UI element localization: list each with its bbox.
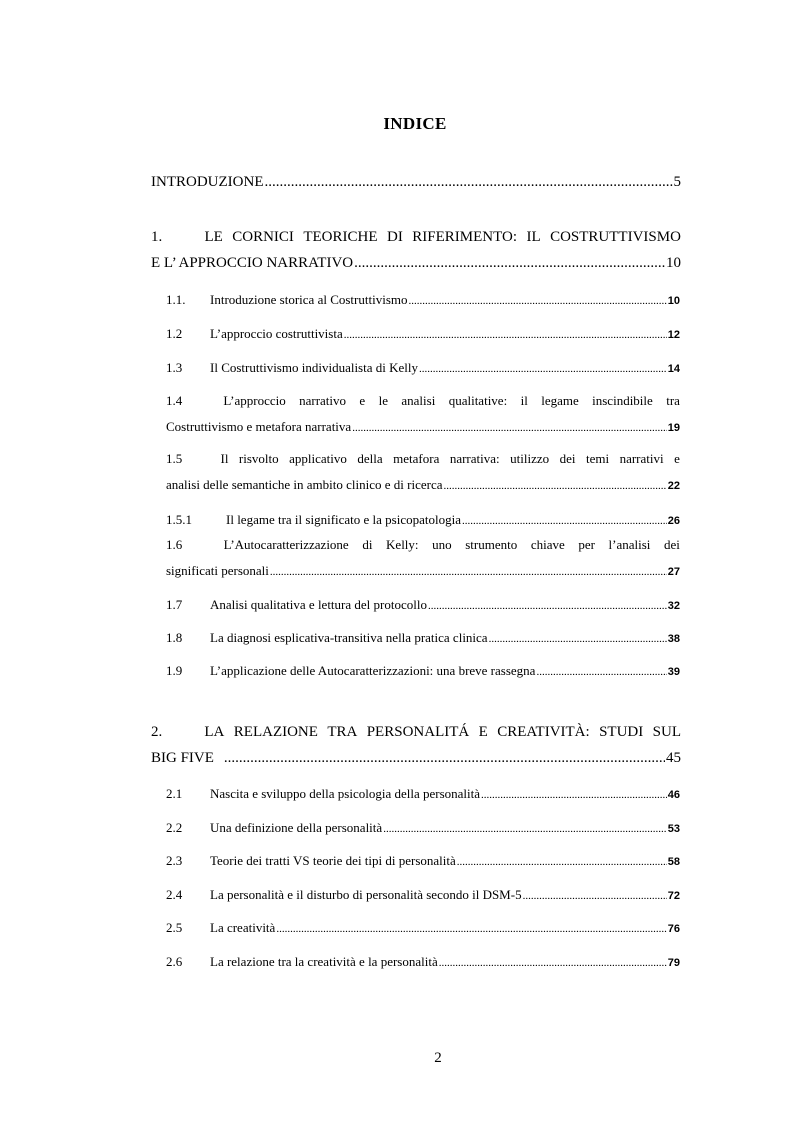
toc-entry-2-1[interactable] bbox=[166, 786, 680, 802]
toc-page: 39 bbox=[667, 666, 680, 678]
toc-label: La diagnosi esplicativa-transitiva nella pratica clinica bbox=[210, 630, 488, 645]
toc-word: Il bbox=[220, 451, 229, 466]
toc-word: qualitative: bbox=[448, 393, 508, 408]
leader-dots bbox=[344, 329, 667, 341]
toc-page: 79 bbox=[667, 957, 680, 969]
toc-heading-line bbox=[151, 229, 681, 246]
toc-page: 27 bbox=[667, 566, 680, 578]
toc-word: CORNICI bbox=[232, 229, 294, 245]
toc-label: Introduzione storica al Costruttivismo bbox=[210, 292, 408, 307]
toc-word: RIFERIMENTO: bbox=[412, 229, 517, 245]
toc-word: analisi bbox=[401, 393, 436, 408]
toc-word: LA bbox=[204, 724, 225, 740]
toc-continuation bbox=[166, 419, 680, 435]
toc-word: CREATIVITÀ: bbox=[497, 724, 590, 740]
toc-page: 12 bbox=[667, 329, 680, 341]
toc-label: BIG FIVE bbox=[151, 750, 214, 766]
toc-number: 1.2 bbox=[166, 326, 183, 341]
toc-number: 1.7 bbox=[166, 597, 183, 612]
toc-number: 1.5.1 bbox=[166, 512, 192, 527]
toc-word: risvolto bbox=[238, 451, 279, 466]
toc-label: INTRODUZIONE bbox=[151, 174, 264, 190]
toc-word: dei bbox=[559, 451, 576, 466]
leader-dots bbox=[224, 750, 665, 767]
leader-dots bbox=[264, 174, 672, 191]
toc-word: L’Autocaratterizzazione bbox=[223, 537, 349, 552]
toc-word: COSTRUTTIVISMO bbox=[550, 229, 681, 245]
toc-entry-1-5[interactable] bbox=[166, 451, 680, 493]
toc-label: Analisi qualitativa e lettura del protocollo bbox=[210, 597, 427, 612]
toc-word: IL bbox=[526, 229, 541, 245]
leader-dots bbox=[439, 957, 667, 969]
toc-number: 1.6 bbox=[166, 537, 183, 552]
toc-heading-line bbox=[166, 537, 680, 553]
toc-number: 1.3 bbox=[166, 360, 183, 375]
toc-entry-2-6[interactable] bbox=[166, 954, 680, 970]
toc-number: 1.5 bbox=[166, 451, 183, 466]
toc-word: utilizzo bbox=[510, 451, 550, 466]
leader-dots bbox=[270, 566, 667, 578]
toc-page: 22 bbox=[667, 480, 680, 492]
leader-dots bbox=[489, 633, 667, 645]
leader-dots bbox=[462, 515, 667, 527]
toc-word: metafora bbox=[393, 451, 440, 466]
toc-entry-1-1[interactable] bbox=[166, 292, 680, 308]
toc-page: 72 bbox=[667, 890, 680, 902]
toc-label: Il Costruttivismo individualista di Kelly bbox=[210, 360, 418, 375]
toc-number: 2.2 bbox=[166, 820, 183, 835]
toc-number: 2.1 bbox=[166, 786, 183, 801]
toc-entry-1-3[interactable] bbox=[166, 360, 680, 376]
toc-number: 1.9 bbox=[166, 663, 183, 678]
toc-label: analisi delle semantiche in ambito clinico e di ricerca bbox=[166, 477, 443, 492]
toc-entry-1-6[interactable] bbox=[166, 537, 680, 579]
toc-number: 1.8 bbox=[166, 630, 183, 645]
toc-word: TRA bbox=[327, 724, 358, 740]
toc-label: La relazione tra la creatività e la personalità bbox=[210, 954, 438, 969]
toc-word: narrativo bbox=[299, 393, 347, 408]
leader-dots bbox=[457, 856, 667, 868]
toc-entry-chapter-1[interactable] bbox=[151, 229, 681, 272]
toc-word: STUDI bbox=[599, 724, 644, 740]
leader-dots bbox=[523, 890, 667, 902]
leader-dots bbox=[354, 255, 665, 272]
toc-page: 38 bbox=[667, 633, 680, 645]
toc-word: uno bbox=[432, 537, 452, 552]
toc-page: 76 bbox=[667, 923, 680, 935]
toc-entry-2-4[interactable] bbox=[166, 887, 680, 903]
toc-word: TEORICHE bbox=[303, 229, 378, 245]
toc-label: La creatività bbox=[210, 920, 276, 935]
toc-word: narrativa: bbox=[449, 451, 500, 466]
toc-word: applicativo bbox=[289, 451, 347, 466]
toc-page: 58 bbox=[667, 856, 680, 868]
toc-word: della bbox=[357, 451, 383, 466]
leader-dots bbox=[409, 295, 667, 307]
leader-dots bbox=[536, 666, 666, 678]
toc-label: Nascita e sviluppo della psicologia della personalità bbox=[210, 786, 481, 801]
toc-label: L’applicazione delle Autocaratterizzazioni: una breve rassegna bbox=[210, 663, 536, 678]
toc-label: Una definizione della personalità bbox=[210, 820, 383, 835]
toc-number: 1.4 bbox=[166, 393, 183, 408]
toc-label: significati personali bbox=[166, 563, 269, 578]
toc-label: Costruttivismo e metafora narrativa bbox=[166, 419, 352, 434]
toc-entry-1-2[interactable] bbox=[166, 326, 680, 342]
toc-label: L’approccio costruttivista bbox=[210, 326, 343, 341]
toc-word: PERSONALITÁ bbox=[366, 724, 470, 740]
toc-continuation bbox=[166, 477, 680, 493]
toc-word: chiave bbox=[530, 537, 565, 552]
toc-word: L’approccio bbox=[223, 393, 286, 408]
toc-continuation bbox=[151, 255, 681, 272]
toc-entry-2-3[interactable] bbox=[166, 853, 680, 869]
toc-number: 1. bbox=[151, 229, 163, 245]
toc-word: legame bbox=[541, 393, 579, 408]
leader-dots bbox=[419, 363, 667, 375]
page-title: INDICE bbox=[383, 114, 447, 133]
toc-word: dei bbox=[664, 537, 680, 552]
toc-label: Teorie dei tratti VS teorie dei tipi di personalità bbox=[210, 853, 456, 868]
toc-label: Il legame tra il significato e la psicopatologia bbox=[226, 512, 462, 527]
toc-entry-1-8[interactable] bbox=[166, 630, 680, 646]
leader-dots bbox=[352, 422, 667, 434]
toc-label: E L’ APPROCCIO NARRATIVO bbox=[151, 255, 354, 271]
toc-page: 10 bbox=[667, 295, 680, 307]
leader-dots bbox=[428, 600, 667, 612]
leader-dots bbox=[276, 923, 666, 935]
toc-page: 53 bbox=[667, 823, 680, 835]
toc-heading-line bbox=[151, 724, 681, 741]
toc-number: 2.6 bbox=[166, 954, 183, 969]
toc-entry-introduzione[interactable] bbox=[151, 174, 681, 191]
toc-page: 14 bbox=[667, 363, 680, 375]
toc-label: La personalità e il disturbo di personalità secondo il DSM-5 bbox=[210, 887, 522, 902]
toc-word: le bbox=[378, 393, 388, 408]
toc-page: 46 bbox=[667, 789, 680, 801]
page-number: 2 bbox=[434, 1050, 442, 1066]
toc-word: narrativi bbox=[619, 451, 664, 466]
toc-number: 2. bbox=[151, 724, 163, 740]
toc-page: 45 bbox=[666, 750, 681, 766]
toc-number: 2.3 bbox=[166, 853, 183, 868]
toc-word: E bbox=[478, 724, 488, 740]
toc-word: DI bbox=[386, 229, 403, 245]
toc-word: inscindibile bbox=[592, 393, 653, 408]
toc-page: 19 bbox=[667, 422, 680, 434]
toc-continuation bbox=[166, 563, 680, 579]
toc-word: di bbox=[362, 537, 373, 552]
toc-heading-line bbox=[166, 451, 680, 467]
toc-word: Kelly: bbox=[386, 537, 419, 552]
toc-page: 32 bbox=[667, 600, 680, 612]
toc-continuation bbox=[151, 750, 681, 767]
toc-heading-line bbox=[166, 393, 680, 409]
toc-word: tra bbox=[666, 393, 680, 408]
toc-entry-2-5[interactable] bbox=[166, 920, 680, 936]
toc-number: 2.5 bbox=[166, 920, 183, 935]
leader-dots bbox=[481, 789, 667, 801]
leader-dots bbox=[444, 480, 667, 492]
toc-entry-1-5-1[interactable] bbox=[166, 512, 680, 528]
toc-number: 2.4 bbox=[166, 887, 183, 902]
leader-dots bbox=[383, 823, 667, 835]
toc-entry-1-9[interactable] bbox=[166, 663, 680, 679]
toc-word: RELAZIONE bbox=[233, 724, 318, 740]
toc-number: 1.1. bbox=[166, 292, 186, 307]
toc-word: strumento bbox=[465, 537, 518, 552]
toc-entry-1-4[interactable] bbox=[166, 393, 680, 435]
toc-page: 5 bbox=[673, 174, 681, 190]
toc-page: 26 bbox=[667, 515, 680, 527]
toc-entry-1-7[interactable] bbox=[166, 597, 680, 613]
toc-word: e bbox=[359, 393, 366, 408]
toc-entry-2-2[interactable] bbox=[166, 820, 680, 836]
toc-word: LE bbox=[204, 229, 223, 245]
toc-word: per bbox=[578, 537, 595, 552]
toc-word: e bbox=[674, 451, 680, 466]
toc-entry-chapter-2[interactable] bbox=[151, 724, 681, 767]
toc-word: SUL bbox=[652, 724, 681, 740]
toc-page: 10 bbox=[666, 255, 681, 271]
toc-word: l’analisi bbox=[608, 537, 651, 552]
toc-word: temi bbox=[585, 451, 610, 466]
toc-word: il bbox=[520, 393, 528, 408]
